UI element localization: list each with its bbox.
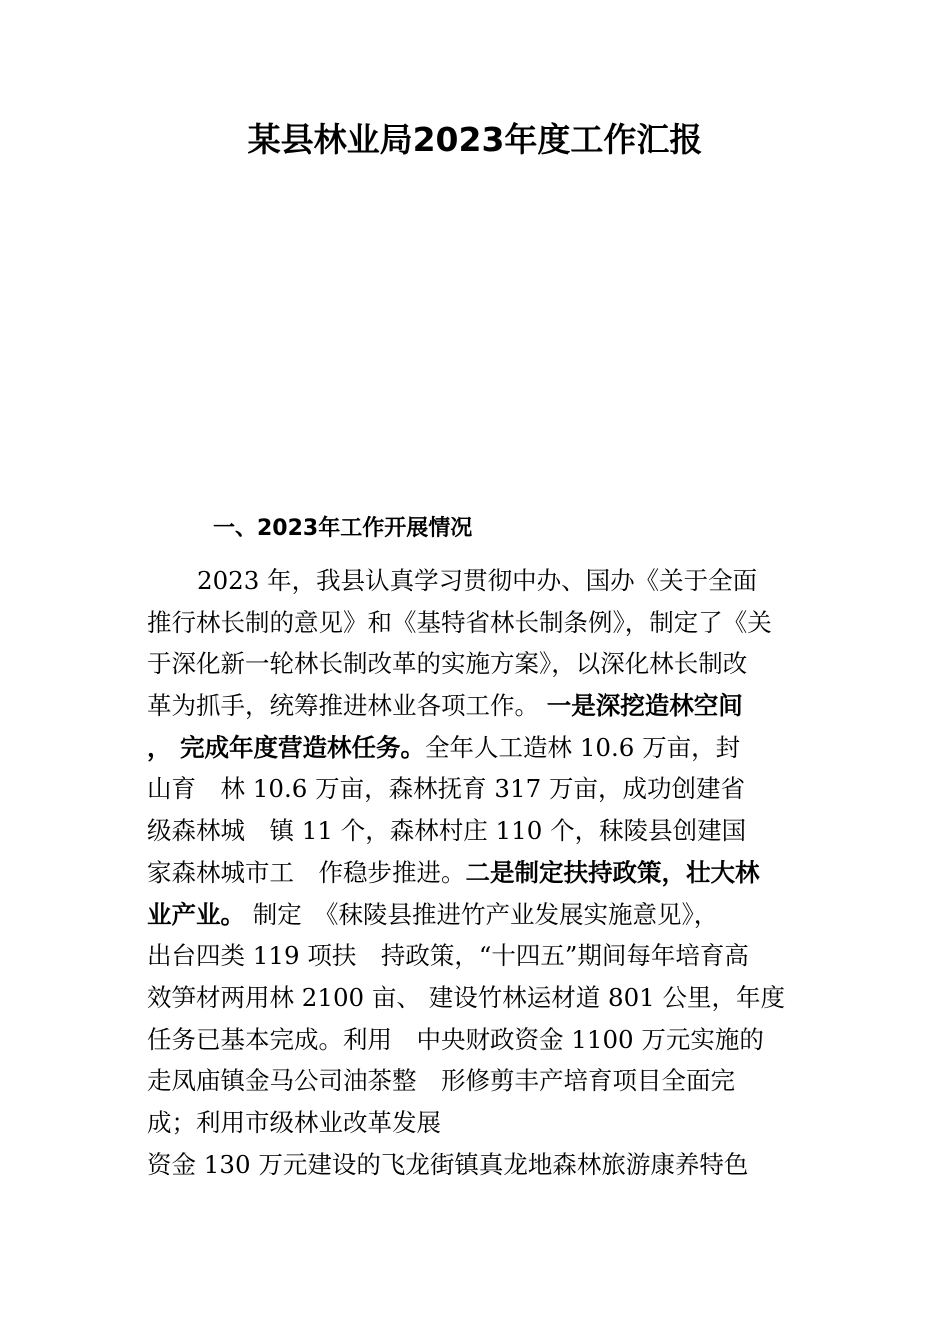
text-run: 效笋材两用林 2100 亩、 建设竹林运材道 801 公里，年度 — [147, 982, 786, 1012]
text-run: 制定 《秣陵县推进竹产业发展实施意见》， — [245, 899, 719, 929]
document-title: 某县林业局2023年度工作汇报 — [247, 120, 703, 159]
text-run: 级森林城 镇 11 个，森林村庄 110 个，秣陵县创建国 — [147, 816, 747, 846]
paragraph-line — [147, 977, 827, 1019]
text-run: 资金 130 万元建设的飞龙街镇真龙地森林旅游康养特色 — [147, 1149, 749, 1179]
paragraph-line — [147, 894, 827, 936]
paragraph-line — [147, 1019, 827, 1061]
text-run: 任务已基本完成。利用 中央财政资金 1100 万元实施的 — [147, 1024, 764, 1054]
paragraph-line — [147, 602, 827, 644]
text-run: 家森林城市工 作稳步推进。 — [147, 857, 466, 887]
paragraph-line — [147, 935, 827, 977]
bold-highlight: ， 完成年度营造林任务。 — [147, 732, 426, 762]
section-heading: 一、2023年工作开展情况 — [213, 516, 473, 541]
paragraph-line — [147, 1102, 827, 1144]
text-run: 2023 年，我县认真学习贯彻中办、国办《关于全面 — [197, 566, 758, 595]
paragraph-line — [147, 727, 827, 769]
paragraph-line — [147, 685, 827, 727]
text-run: 出台四类 119 项扶 持政策，“十四五”期间每年培育高 — [147, 941, 749, 971]
body-paragraph — [147, 560, 827, 1185]
paragraph-line — [147, 643, 827, 685]
paragraph-line — [147, 768, 827, 810]
bold-highlight: 一是深挖造林空间 — [546, 691, 743, 721]
text-run: 全年人工造林 10.6 万亩，封 — [425, 732, 741, 762]
paragraph-line — [147, 560, 827, 602]
text-run: 革为抓手，统筹推进林业各项工作。 — [147, 691, 547, 721]
paragraph-line — [147, 1144, 827, 1186]
text-run: 成；利用市级林业改革发展 — [147, 1107, 441, 1137]
bold-highlight: 二是制定扶持政策，壮大林 — [465, 857, 760, 887]
bold-highlight: 业产业。 — [147, 899, 245, 929]
paragraph-line — [147, 810, 827, 852]
paragraph-line — [147, 1060, 827, 1102]
paragraph-line — [147, 852, 827, 894]
text-run: 于深化新一轮林长制改革的实施方案》，以深化林长制改 — [147, 649, 748, 679]
text-run: 走凤庙镇金马公司油茶整 形修剪丰产培育项目全面完 — [147, 1066, 735, 1096]
text-run: 山育 林 10.6 万亩，森林抚育 317 万亩，成功创建省 — [147, 774, 745, 804]
text-run: 推行林长制的意见》和《基特省林长制条例》，制定了《关 — [147, 607, 772, 637]
